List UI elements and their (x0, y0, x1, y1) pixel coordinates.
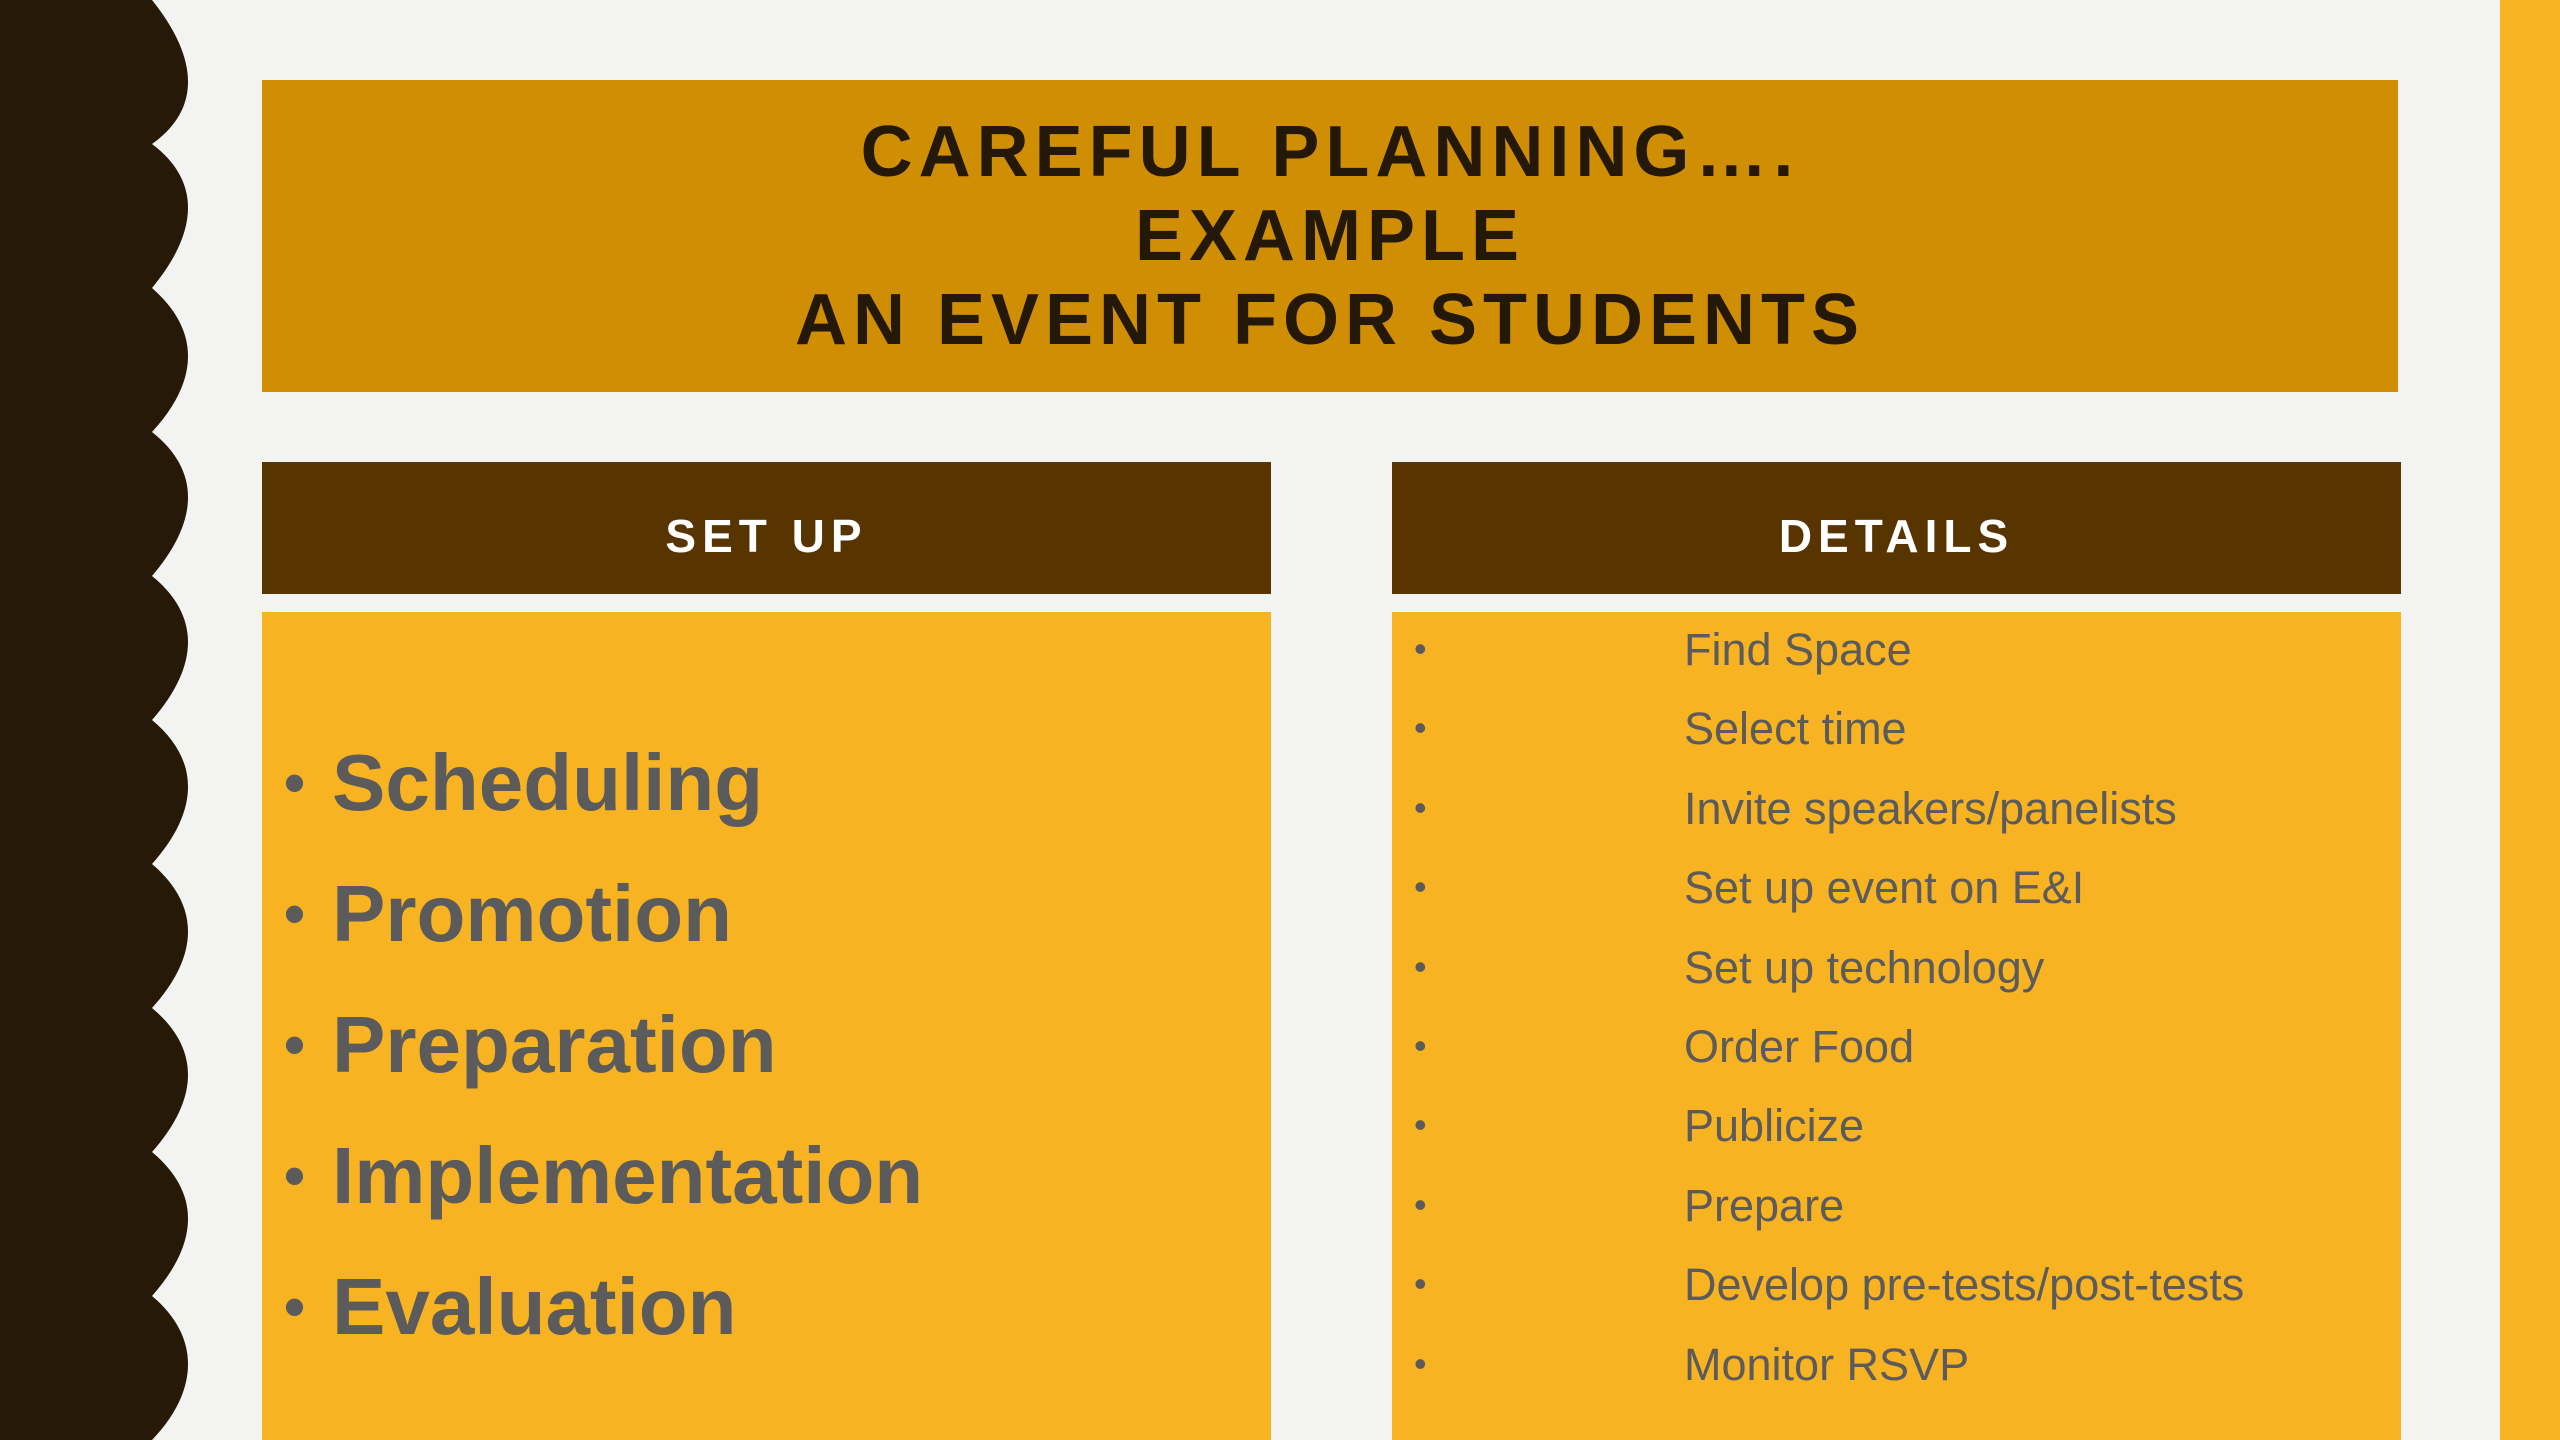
details-item-label: Develop pre-tests/post-tests (1684, 1259, 2245, 1311)
details-item (1392, 1009, 2401, 1088)
slide-title-box (262, 80, 2398, 392)
setup-item-label: Evaluation (332, 1261, 737, 1351)
details-item (1392, 691, 2401, 770)
details-item-label: Find Space (1684, 624, 1912, 675)
bullet: • (1414, 1024, 1427, 1066)
details-item (1392, 1247, 2401, 1326)
details-item (1392, 1168, 2401, 1247)
bullet: • (1414, 866, 1427, 908)
wavy-left-band (0, 0, 200, 1440)
details-item (1392, 1327, 2401, 1406)
details-item-label: Order Food (1684, 1020, 1915, 1072)
setup-item-implementation (284, 1110, 923, 1241)
setup-panel (262, 612, 1271, 1440)
setup-item-label: Scheduling (332, 737, 764, 827)
details-item-label: Prepare (1684, 1179, 1845, 1231)
details-item (1392, 850, 2401, 929)
title-line-3: AN EVENT FOR STUDENTS (794, 280, 1866, 360)
title-line-1: CAREFUL PLANNING…. (860, 112, 1800, 192)
details-item-label: Set up technology (1684, 941, 2045, 993)
details-item (1392, 930, 2401, 1009)
bullet: • (1414, 786, 1427, 828)
bullet: • (284, 880, 306, 947)
details-item (1392, 612, 2401, 691)
details-item-label: Set up event on E&I (1684, 862, 2085, 914)
details-item-label: Invite speakers/panelists (1684, 782, 2177, 834)
setup-item-label: Promotion (332, 868, 732, 958)
bullet: • (1414, 1263, 1427, 1305)
title-line-2: EXAMPLE (1134, 196, 1526, 276)
bullet: • (1414, 1104, 1427, 1146)
right-accent-band (2500, 0, 2560, 1440)
bullet: • (1414, 945, 1427, 987)
setup-item-evaluation (284, 1241, 923, 1372)
details-item-label: Select time (1684, 703, 1907, 755)
details-list (1392, 612, 2401, 1406)
setup-list (284, 717, 923, 1372)
details-item-label: Publicize (1684, 1100, 1865, 1152)
setup-item-label: Implementation (332, 1130, 924, 1220)
setup-item-preparation (284, 979, 923, 1110)
details-panel (1392, 612, 2401, 1440)
bullet: • (284, 1011, 306, 1078)
bullet: • (1414, 707, 1427, 749)
bullet: • (1414, 628, 1427, 669)
bullet: • (284, 1273, 306, 1340)
setup-item-scheduling (284, 717, 923, 848)
setup-item-label: Preparation (332, 999, 777, 1089)
setup-header: SET UP (262, 462, 1271, 594)
details-item (1392, 771, 2401, 850)
details-header: DETAILS (1392, 462, 2401, 594)
bullet: • (1414, 1342, 1427, 1384)
setup-item-promotion (284, 848, 923, 979)
details-item-label: Monitor RSVP (1684, 1338, 1970, 1390)
bullet: • (1414, 1183, 1427, 1225)
bullet: • (284, 1142, 306, 1209)
bullet: • (284, 749, 306, 816)
details-item (1392, 1088, 2401, 1167)
